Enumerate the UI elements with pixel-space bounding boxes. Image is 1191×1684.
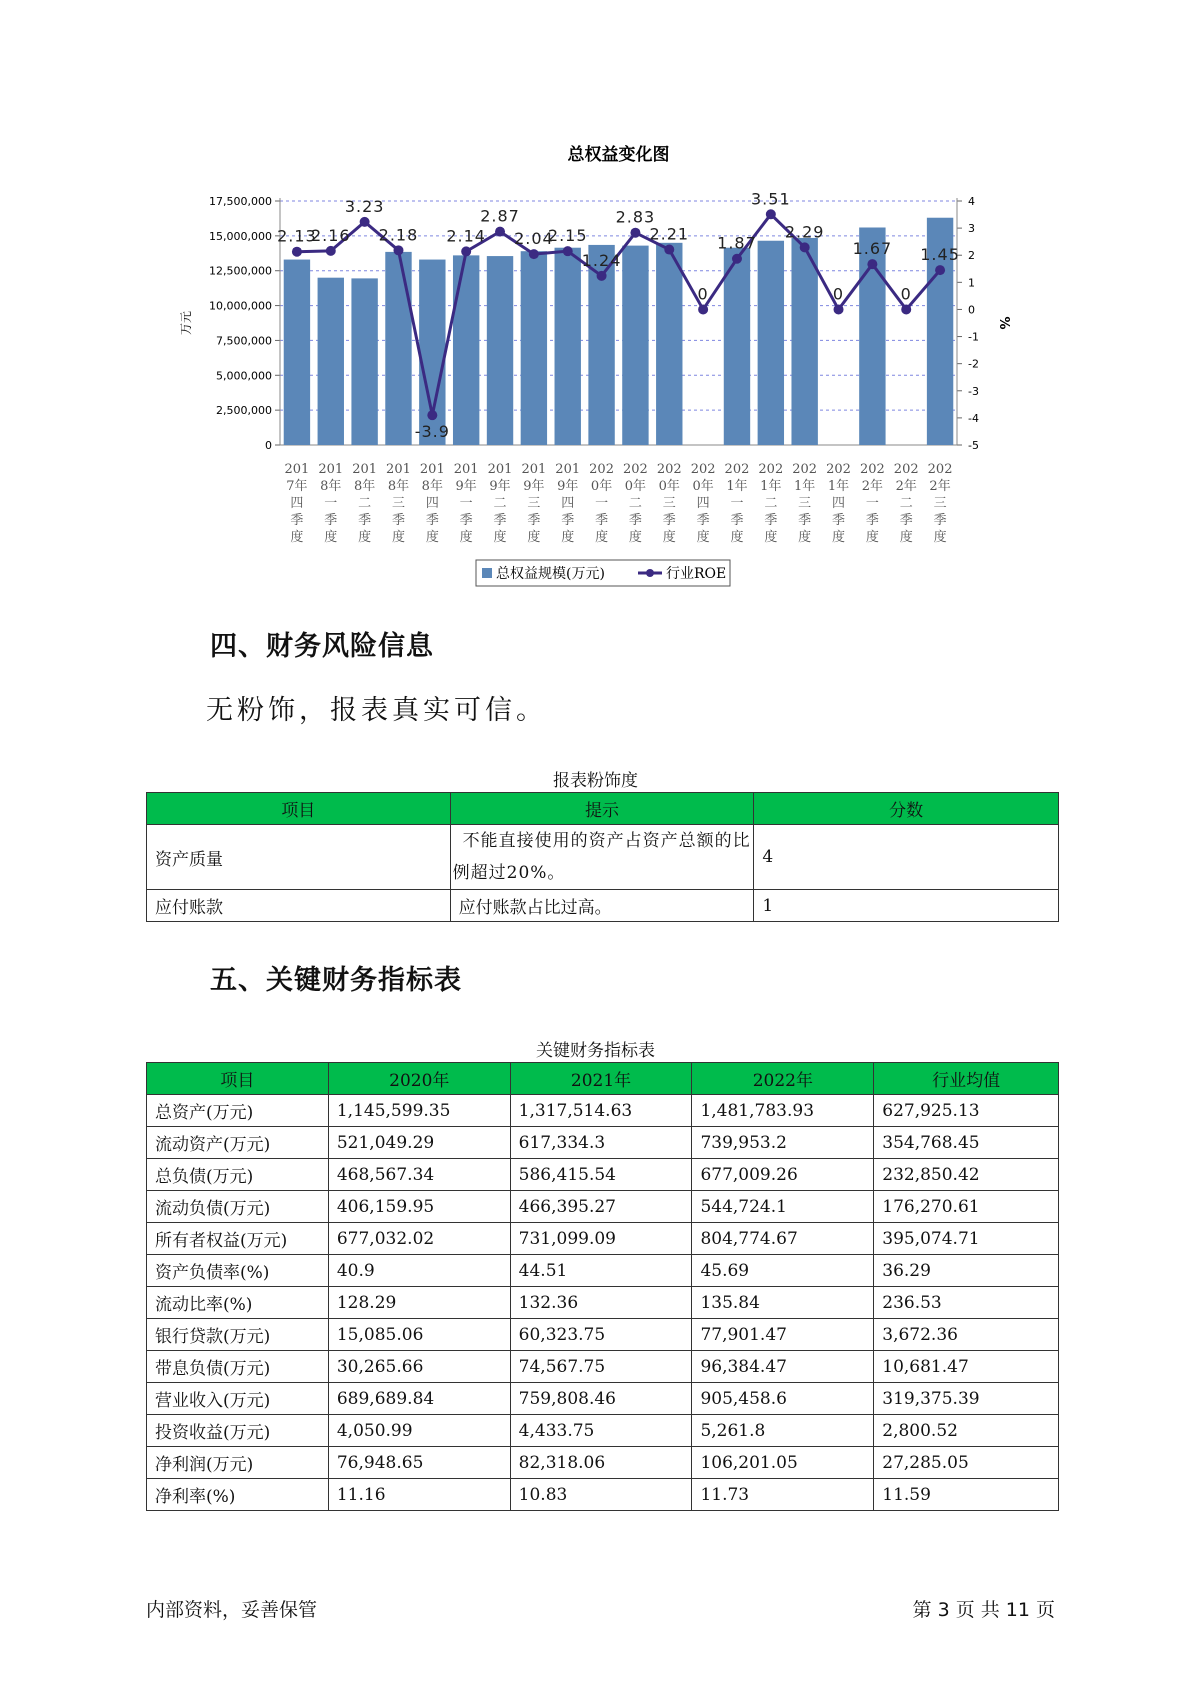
chart-title: 总权益变化图	[567, 145, 670, 165]
x-tick-label: 1年	[726, 479, 748, 494]
bar	[487, 256, 513, 445]
data-label: 2.21	[649, 224, 690, 244]
data-label: 2.04	[514, 229, 554, 249]
y2-tick-label: -1	[968, 330, 979, 344]
x-tick-label: 三	[662, 496, 676, 511]
y-tick-label: 12,500,000	[209, 264, 272, 278]
table-row	[147, 1095, 1059, 1127]
table-cell: 4	[754, 825, 1059, 890]
x-tick-label: 季	[324, 513, 338, 528]
table-row	[147, 1447, 1059, 1479]
page-number: 第 3 页 共 11 页	[912, 1599, 1055, 1621]
table-cell: 627,925.13	[874, 1095, 1059, 1127]
table-row	[147, 1479, 1059, 1511]
x-tick-label: 度	[595, 530, 609, 545]
table-cell: 应付账款	[147, 890, 451, 922]
y2-tick-label: -5	[968, 439, 979, 452]
x-tick-label: 度	[358, 530, 372, 545]
table-row	[147, 1127, 1059, 1159]
table-cell: 739,953.2	[692, 1127, 874, 1159]
x-tick-label: 季	[933, 513, 947, 528]
x-tick-label: 2年	[861, 479, 884, 494]
data-label: 0	[832, 284, 845, 304]
x-tick-label: 季	[730, 513, 744, 528]
x-tick-label: 202	[758, 462, 784, 477]
footer-note: 内部资料，妥善保管	[146, 1599, 318, 1621]
x-tick-label: 四	[832, 496, 846, 511]
header-cell: 项目	[147, 1063, 329, 1095]
table-cell: 544,724.1	[692, 1191, 874, 1223]
table-cell: 1,145,599.35	[328, 1095, 510, 1127]
table-cell: 406,159.95	[328, 1191, 510, 1223]
header-cell: 2020年	[328, 1063, 510, 1095]
table-cell: 354,768.45	[874, 1127, 1059, 1159]
data-label: 2.83	[615, 207, 656, 227]
table-row	[147, 1255, 1059, 1287]
table-cell: 176,270.61	[874, 1191, 1059, 1223]
roe-point	[800, 242, 810, 252]
table-cell: 1	[754, 890, 1059, 922]
x-tick-label: 季	[425, 513, 439, 528]
x-tick-label: 8年	[320, 479, 342, 494]
table-cell: 76,948.65	[328, 1447, 510, 1479]
table-cell: 77,901.47	[692, 1319, 874, 1351]
x-tick-label: 二	[358, 496, 372, 511]
table-cell: 36.29	[874, 1255, 1059, 1287]
x-tick-label: 9年	[489, 479, 511, 494]
table-cell: 27,285.05	[874, 1447, 1059, 1479]
x-tick-label: 度	[865, 530, 879, 545]
table-cell: 468,567.34	[328, 1159, 510, 1191]
x-tick-label: 度	[527, 530, 541, 545]
x-tick-label: 季	[527, 513, 541, 528]
y-tick-label: 10,000,000	[209, 299, 272, 313]
table-cell: 395,074.71	[874, 1223, 1059, 1255]
table-cell: 营业收入(万元)	[147, 1383, 329, 1415]
table-cell: 521,049.29	[328, 1127, 510, 1159]
table-row	[147, 1223, 1059, 1255]
roe-point	[664, 245, 674, 255]
data-label: 1.45	[920, 245, 960, 265]
x-tick-label: 202	[724, 462, 750, 477]
table-cell: 银行贷款(万元)	[147, 1319, 329, 1351]
bar	[758, 241, 784, 445]
x-tick-label: 1年	[827, 479, 850, 494]
roe-point	[630, 228, 640, 238]
x-tick-label: 度	[798, 530, 812, 545]
roe-point	[427, 410, 437, 420]
y-axis-label: 万元	[179, 310, 193, 336]
x-tick-label: 一	[459, 496, 473, 511]
roe-point	[766, 209, 776, 219]
x-tick-label: 9年	[557, 479, 579, 494]
y2-tick-label: -4	[968, 411, 979, 425]
x-tick-label: 0年	[658, 479, 680, 494]
x-tick-label: 1年	[794, 479, 816, 494]
header-cell: 分数	[754, 793, 1059, 825]
table-cell: 905,458.6	[692, 1383, 874, 1415]
x-tick-label: 度	[391, 530, 405, 545]
table-cell: 677,032.02	[328, 1223, 510, 1255]
y2-axis-label: %	[996, 316, 1011, 330]
x-tick-label: 季	[764, 513, 778, 528]
roe-point	[360, 217, 370, 227]
roe-point	[901, 304, 911, 314]
y2-tick-label: 2	[968, 249, 975, 263]
x-tick-label: 8年	[421, 479, 443, 494]
x-tick-label: 季	[798, 513, 812, 528]
table-cell: 804,774.67	[692, 1223, 874, 1255]
data-label: 0	[697, 284, 709, 304]
x-tick-label: 度	[425, 530, 439, 545]
legend-label: 行业ROE	[666, 566, 727, 582]
x-tick-label: 度	[933, 530, 947, 545]
data-label: 1.87	[717, 233, 757, 253]
table-cell: 5,261.8	[692, 1415, 874, 1447]
key-indicators-table	[146, 1062, 1059, 1511]
table-cell: 1,481,783.93	[692, 1095, 874, 1127]
x-tick-label: 201	[352, 462, 378, 477]
x-tick-label: 四	[290, 496, 304, 511]
roe-point	[393, 245, 403, 255]
x-tick-label: 季	[290, 513, 304, 528]
x-tick-label: 202	[690, 462, 716, 477]
roe-point	[563, 246, 573, 256]
x-tick-label: 一	[324, 496, 338, 511]
data-label: 2.29	[784, 222, 825, 242]
y-tick-label: 15,000,000	[209, 229, 272, 243]
x-tick-label: 四	[425, 496, 439, 511]
table-cell: 731,099.09	[510, 1223, 692, 1255]
x-tick-label: 三	[527, 496, 541, 511]
x-tick-label: 度	[696, 530, 710, 545]
bar	[656, 243, 682, 445]
table-cell: 总负债(万元)	[147, 1159, 329, 1191]
section4-text: 无粉饰，报表真实可信。	[206, 695, 547, 726]
x-tick-label: 0年	[624, 479, 647, 494]
y-tick-label: 0	[265, 439, 272, 452]
bar	[521, 251, 547, 445]
x-tick-label: 201	[453, 462, 479, 477]
data-label: 2.14	[446, 226, 486, 246]
y-tick-label: 5,000,000	[216, 369, 272, 383]
legend-label: 总权益规模(万元)	[496, 566, 605, 582]
x-tick-label: 四	[561, 496, 575, 511]
legend-swatch-bar	[482, 568, 492, 578]
x-tick-label: 度	[899, 530, 913, 545]
x-tick-label: 季	[628, 513, 642, 528]
x-tick-label: 季	[662, 513, 676, 528]
table-header-row	[147, 793, 1059, 825]
table-cell: 319,375.39	[874, 1383, 1059, 1415]
table-cell: 带息负债(万元)	[147, 1351, 329, 1383]
table-cell: 74,567.75	[510, 1351, 692, 1383]
table-cell: 132.36	[510, 1287, 692, 1319]
x-tick-label: 度	[628, 530, 642, 545]
x-tick-label: 7年	[286, 479, 308, 494]
x-tick-label: 季	[391, 513, 405, 528]
table-cell: 11.73	[692, 1479, 874, 1511]
table-cell: 232,850.42	[874, 1159, 1059, 1191]
bar	[622, 246, 648, 445]
table-cell: 759,808.46	[510, 1383, 692, 1415]
table-cell: 106,201.05	[692, 1447, 874, 1479]
x-tick-label: 二	[764, 496, 778, 511]
bar	[724, 248, 750, 445]
roe-point	[867, 259, 877, 269]
header-cell: 2022年	[692, 1063, 874, 1095]
data-label: 3.23	[344, 196, 385, 216]
x-tick-label: 季	[595, 513, 609, 528]
y-tick-label: 2,500,000	[216, 404, 272, 418]
x-tick-label: 四	[696, 496, 710, 511]
roe-point	[732, 254, 742, 264]
header-cell: 行业均值	[874, 1063, 1059, 1095]
x-tick-label: 一	[595, 496, 609, 511]
x-tick-label: 季	[899, 513, 913, 528]
x-tick-label: 季	[561, 513, 575, 528]
table-cell: 1,317,514.63	[510, 1095, 692, 1127]
table-cell: 96,384.47	[692, 1351, 874, 1383]
table-cell: 3,672.36	[874, 1319, 1059, 1351]
x-tick-label: 201	[419, 462, 445, 477]
table-row	[147, 1319, 1059, 1351]
x-tick-label: 0年	[692, 479, 714, 494]
x-tick-label: 度	[832, 530, 846, 545]
table-row	[147, 890, 1059, 922]
roe-point	[935, 265, 945, 275]
table-cell: 30,265.66	[328, 1351, 510, 1383]
bar	[318, 278, 344, 445]
data-label: 2.18	[378, 225, 419, 245]
table-cell: 617,334.3	[510, 1127, 692, 1159]
roe-point	[529, 249, 539, 259]
x-tick-label: 201	[284, 462, 310, 477]
x-tick-label: 2年	[929, 479, 951, 494]
x-tick-label: 二	[899, 496, 913, 511]
x-tick-label: 202	[826, 462, 851, 477]
table-cell: 135.84	[692, 1287, 874, 1319]
table-cell: 11.59	[874, 1479, 1059, 1511]
x-tick-label: 202	[792, 462, 818, 477]
x-tick-label: 201	[318, 462, 344, 477]
table-cell: 15,085.06	[328, 1319, 510, 1351]
roe-point	[292, 247, 302, 257]
table-cell: 40.9	[328, 1255, 510, 1287]
header-cell: 提示	[450, 793, 754, 825]
legend-swatch-point	[646, 569, 654, 577]
table-cell: 4,433.75	[510, 1415, 692, 1447]
bar	[791, 238, 817, 445]
x-tick-label: 三	[933, 496, 947, 511]
bar	[453, 255, 479, 445]
x-tick-label: 季	[493, 513, 507, 528]
section4-heading: 四、财务风险信息	[210, 631, 434, 662]
table-cell: 净利润(万元)	[147, 1447, 329, 1479]
table-cell: 586,415.54	[510, 1159, 692, 1191]
x-tick-label: 三	[391, 496, 405, 511]
x-tick-label: 度	[764, 530, 778, 545]
roe-point	[326, 246, 336, 256]
table1-caption: 报表粉饰度	[553, 771, 638, 791]
x-tick-label: 一	[730, 496, 744, 511]
table-row	[147, 1351, 1059, 1383]
data-label: 2.15	[547, 226, 588, 246]
table-row	[147, 1287, 1059, 1319]
table-cell: 流动资产(万元)	[147, 1127, 329, 1159]
x-tick-label: 9年	[455, 479, 477, 494]
data-label: -3.9	[414, 422, 450, 442]
table-cell: 4,050.99	[328, 1415, 510, 1447]
x-tick-label: 季	[358, 513, 372, 528]
table-cell: 应付账款占比过高。	[450, 890, 754, 922]
x-tick-label: 二	[493, 496, 507, 511]
header-cell: 2021年	[510, 1063, 692, 1095]
data-label: 2.16	[310, 225, 351, 245]
bar	[385, 252, 411, 445]
table-cell: 677,009.26	[692, 1159, 874, 1191]
data-label: 1.67	[852, 239, 893, 259]
table2-caption: 关键财务指标表	[536, 1041, 655, 1061]
table-row	[147, 1383, 1059, 1415]
table-row	[147, 1415, 1059, 1447]
x-tick-label: 202	[927, 462, 953, 477]
x-tick-label: 度	[459, 530, 473, 545]
table-cell: 所有者权益(万元)	[147, 1223, 329, 1255]
table-cell: 2,800.52	[874, 1415, 1059, 1447]
y2-tick-label: -3	[968, 384, 979, 398]
table-cell: 资产质量	[147, 825, 451, 890]
y-tick-label: 17,500,000	[209, 195, 272, 208]
x-tick-label: 201	[521, 462, 547, 477]
x-tick-label: 三	[798, 496, 812, 511]
table-cell: 10,681.47	[874, 1351, 1059, 1383]
data-label: 1.24	[581, 250, 622, 270]
x-tick-label: 度	[493, 530, 507, 545]
table-row	[147, 1159, 1059, 1191]
table-cell: 82,318.06	[510, 1447, 692, 1479]
x-tick-label: 二	[628, 496, 642, 511]
x-tick-label: 9年	[523, 479, 545, 494]
roe-point	[834, 304, 844, 314]
bar	[555, 248, 581, 445]
x-tick-label: 201	[487, 462, 513, 477]
x-tick-label: 度	[561, 530, 575, 545]
table-cell: 11.16	[328, 1479, 510, 1511]
table-cell: 128.29	[328, 1287, 510, 1319]
table-cell: 44.51	[510, 1255, 692, 1287]
x-tick-label: 季	[832, 513, 846, 528]
y2-tick-label: 3	[968, 222, 975, 236]
table-cell: 466,395.27	[510, 1191, 692, 1223]
y2-tick-label: -2	[968, 357, 979, 371]
x-tick-label: 度	[290, 530, 304, 545]
table-cell: 236.53	[874, 1287, 1059, 1319]
x-tick-label: 1年	[760, 479, 782, 494]
data-label: 2.13	[277, 226, 317, 246]
x-tick-label: 季	[459, 513, 473, 528]
table-cell: 不能直接使用的资产占资产总额的比例超过20%。	[450, 825, 754, 890]
roe-point	[495, 227, 505, 237]
x-tick-label: 8年	[353, 479, 376, 494]
section5-heading: 五、关键财务指标表	[210, 965, 462, 996]
table-cell: 流动比率(%)	[147, 1287, 329, 1319]
table-cell: 净利率(%)	[147, 1479, 329, 1511]
x-tick-label: 201	[386, 462, 411, 477]
x-tick-label: 202	[623, 462, 648, 477]
whitewash-table	[146, 792, 1059, 922]
y2-tick-label: 4	[968, 195, 975, 208]
roe-point	[597, 271, 607, 281]
roe-point	[461, 246, 471, 256]
equity-chart	[0, 0, 1191, 600]
data-label: 3.51	[751, 189, 791, 209]
table-cell: 60,323.75	[510, 1319, 692, 1351]
x-tick-label: 202	[589, 462, 614, 477]
x-tick-label: 度	[324, 530, 338, 545]
data-label: 2.87	[480, 206, 520, 226]
table-cell: 10.83	[510, 1479, 692, 1511]
x-tick-label: 2年	[895, 479, 917, 494]
table-row	[147, 825, 1059, 890]
x-tick-label: 202	[656, 462, 682, 477]
bar	[351, 278, 377, 445]
x-tick-label: 一	[865, 496, 879, 511]
roe-point	[698, 304, 708, 314]
x-tick-label: 202	[893, 462, 919, 477]
table-cell: 投资收益(万元)	[147, 1415, 329, 1447]
table-cell: 资产负债率(%)	[147, 1255, 329, 1287]
bar	[284, 260, 310, 445]
y2-tick-label: 0	[968, 303, 975, 317]
table-row	[147, 1191, 1059, 1223]
x-tick-label: 201	[555, 462, 581, 477]
x-tick-label: 度	[662, 530, 676, 545]
x-tick-label: 季	[696, 513, 710, 528]
table-cell: 流动负债(万元)	[147, 1191, 329, 1223]
y2-tick-label: 1	[968, 276, 975, 290]
table-header-row	[147, 1063, 1059, 1095]
x-tick-label: 度	[730, 530, 744, 545]
table-cell: 689,689.84	[328, 1383, 510, 1415]
table-cell: 总资产(万元)	[147, 1095, 329, 1127]
data-label: 0	[900, 284, 912, 304]
table-cell: 45.69	[692, 1255, 874, 1287]
x-tick-label: 8年	[387, 479, 410, 494]
y-tick-label: 7,500,000	[216, 334, 272, 348]
x-tick-label: 季	[865, 513, 879, 528]
x-tick-label: 0年	[590, 479, 613, 494]
header-cell: 项目	[147, 793, 451, 825]
x-tick-label: 202	[859, 462, 885, 477]
